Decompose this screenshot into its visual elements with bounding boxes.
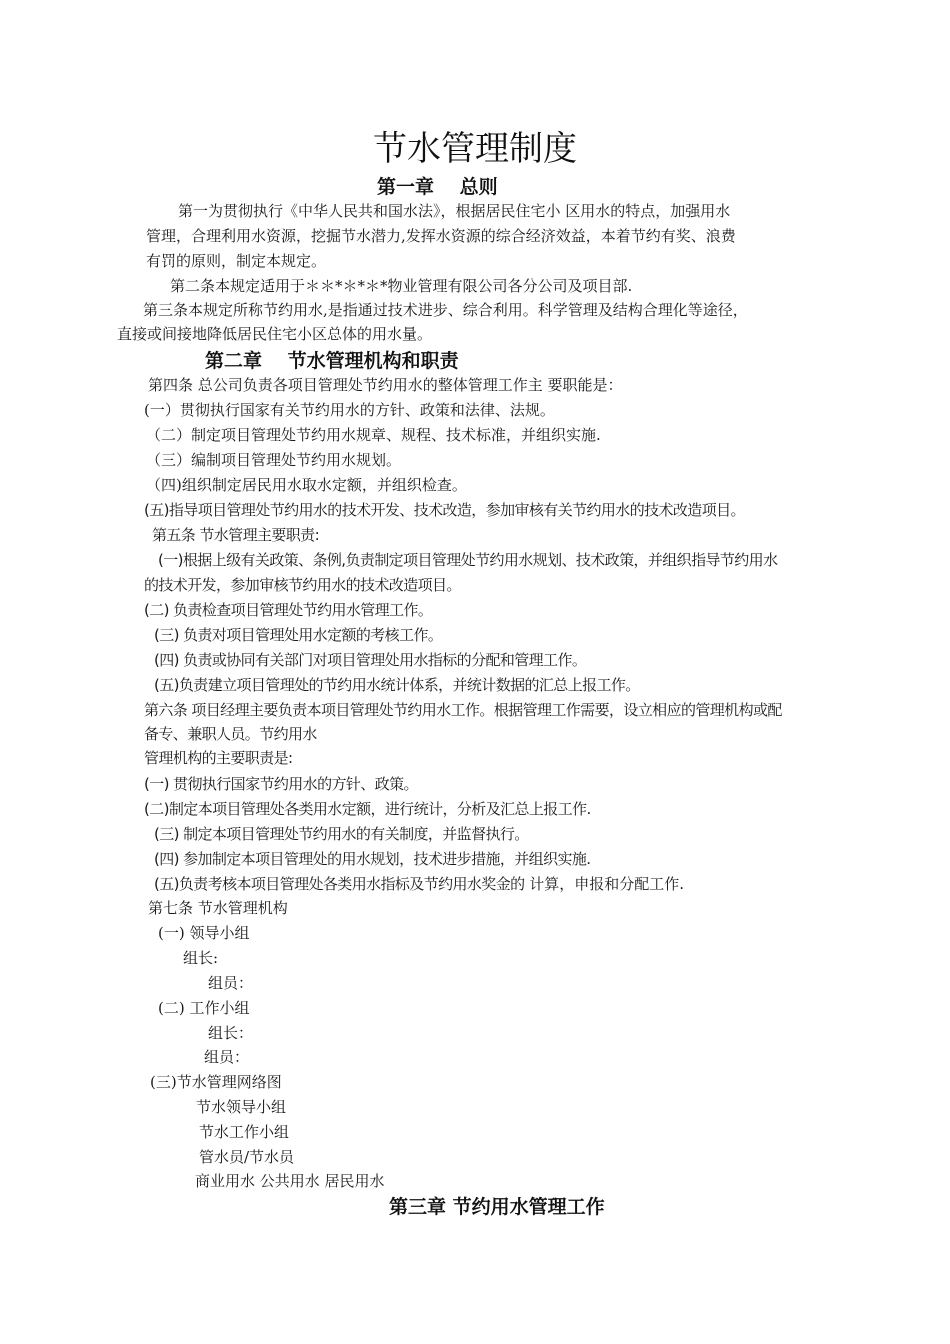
article-7-item-2: (二) 工作小组	[158, 999, 250, 1017]
article-6-line-3: 管理机构的主要职责是:	[144, 749, 293, 767]
article-6-item-1: (一) 贯彻执行国家节约用水的方针、政策。	[144, 775, 418, 793]
article-7: 第七条 节水管理机构	[148, 899, 288, 917]
chapter-2-heading: 第二章 节水管理机构和职责	[205, 350, 459, 372]
network-node-leadership: 节水领导小组	[196, 1098, 287, 1116]
article-5-item-2: (二) 负责检查项目管理处节约用水管理工作。	[144, 601, 433, 619]
article-7-item-2-leader: 组长：	[208, 1024, 254, 1042]
article-4: 第四条 总公司负责各项目管理处节约用水的整体管理工作主 要职能是：	[148, 376, 623, 394]
article-6-item-3: (三) 制定本项目管理处节约用水的有关制度，并监督执行。	[154, 825, 529, 843]
network-node-staff: 管水员/节水员	[199, 1148, 295, 1166]
chapter-3-heading: 第三章 节约用水管理工作	[389, 1196, 605, 1218]
article-6-item-2: (二)制定本项目管理处各类用水定额，进行统计，分析及汇总上报工作.	[144, 800, 591, 818]
article-7-item-1-member: 组员：	[208, 974, 254, 992]
article-7-item-2-member: 组员：	[204, 1048, 250, 1066]
article-6-line-2: 备专、兼职人员。节约用水	[144, 725, 317, 743]
article-4-item-2: （二）制定项目管理处节约用水规章、规程、技术标准，并组织实施.	[146, 426, 601, 444]
article-5-item-5: (五)负责建立项目管理处的节约用水统计体系，并统计数据的汇总上报工作。	[154, 676, 640, 694]
article-4-item-3: （三）编制项目管理处节约用水规划。	[146, 451, 402, 469]
article-6-item-5-part-a: (五)负责考核本项目管理处各类用水指标及节约用水奖金的	[154, 875, 525, 893]
article-1-line-1: 第一为贯彻执行《中华人民共和国水法》，根据居民住宅小 区用水的特点，加强用水	[178, 202, 731, 220]
article-1-line-3: 有罚的原则，制定本规定。	[146, 252, 327, 270]
article-2: 第二条本规定适用于＊＊*＊*＊*物业管理有限公司各分公司及项目部.	[170, 277, 633, 295]
article-3-line-2: 直接或间接地降低居民住宅小区总体的用水量。	[117, 325, 433, 343]
article-4-item-4: （四)组织制定居民用水取水定额，并组织检查。	[146, 476, 467, 494]
article-6-line-1: 第六条 项目经理主要负责本项目管理处节约用水工作。根据管理工作需要，设立相应的管理机构或配	[144, 701, 782, 719]
article-5-item-1-line-2: 的技术开发，参加审核节约用水的技术改造项目。	[144, 576, 461, 594]
network-node-working-group: 节水工作小组	[199, 1123, 290, 1141]
chapter-1-heading: 第一章 总则	[377, 176, 498, 198]
article-4-item-5: (五)指导项目管理处节约用水的技术开发、技术改造，参加审核有关节约用水的技术改造项目。	[144, 501, 745, 519]
article-4-item-1: (一）贯彻执行国家有关节约用水的方针、政策和法律、法规。	[144, 401, 555, 419]
article-5-item-4: (四) 负责或协同有关部门对项目管理处用水指标的分配和管理工作。	[154, 651, 587, 669]
article-3-line-1: 第三条本规定所称节约用水,是指通过技术进步、综合利用。科学管理及结构合理化等途径，	[143, 301, 748, 319]
document-title: 节水管理制度	[373, 129, 577, 169]
network-node-usage-types: 商业用水 公共用水 居民用水	[195, 1172, 385, 1190]
article-6-item-5-part-b: 计算，申报和分配工作.	[524, 875, 685, 893]
article-7-item-3: (三)节水管理网络图	[150, 1073, 282, 1091]
article-1-line-2: 管理，合理利用水资源，挖掘节水潜力,发挥水资源的综合经济效益，本着节约有奖、浪费	[146, 227, 736, 245]
article-7-item-1-leader: 组长:	[183, 949, 219, 967]
article-5: 第五条 节水管理主要职责:	[152, 526, 320, 544]
article-5-item-3: (三) 负责对项目管理处用水定额的考核工作。	[154, 626, 443, 644]
article-7-item-1: (一) 领导小组	[158, 924, 250, 942]
article-5-item-1-line-1: (一)根据上级有关政策、条例,负责制定项目管理处节约用水规划、技术政策，并组织指导节约用水	[158, 551, 778, 569]
article-6-item-5	[154, 874, 684, 894]
article-6-item-4: (四) 参加制定本项目管理处的用水规划，技术进步措施，并组织实施.	[154, 850, 591, 868]
